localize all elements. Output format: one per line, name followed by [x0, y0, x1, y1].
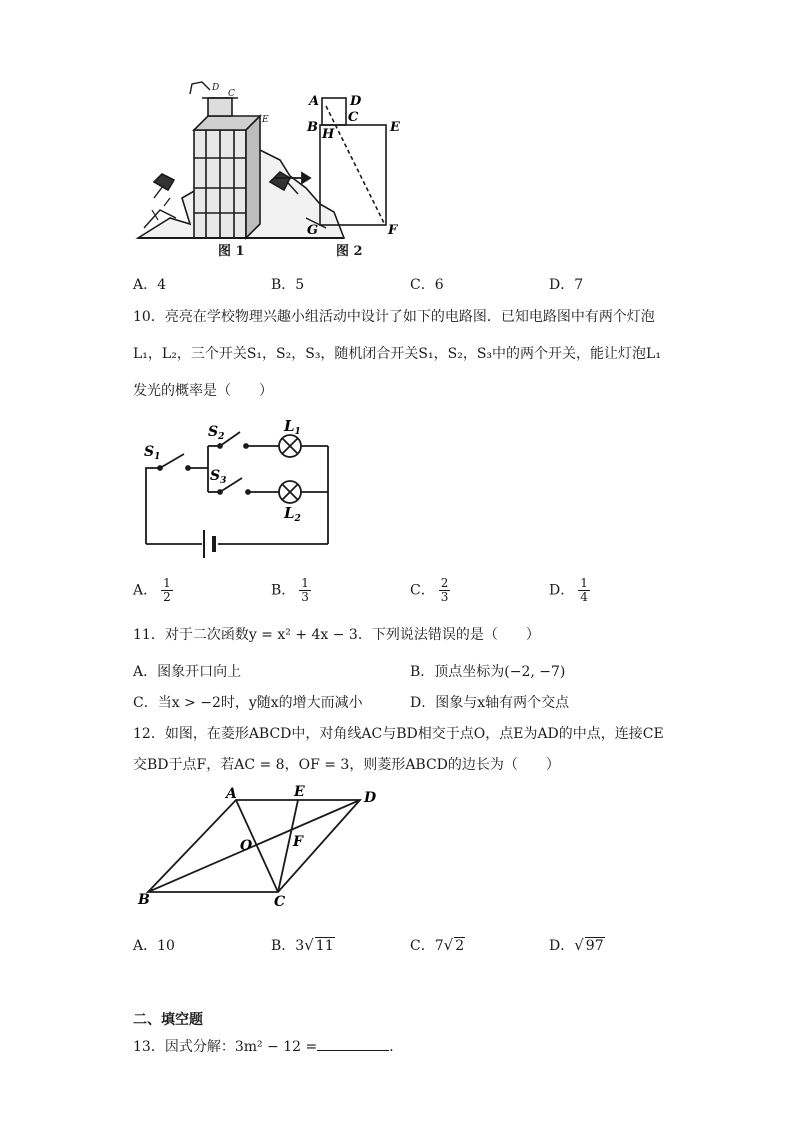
- q10-option-a-fraction: $\frac{1}{2}$: [163, 576, 171, 604]
- q12-option-b-coef: 3: [295, 938, 305, 954]
- sqrt-icon: √: [304, 936, 314, 954]
- q12-option-c-letter: C．: [410, 938, 435, 954]
- q9-fig2-caption: 图 2: [336, 244, 363, 259]
- q11-option-b: B．顶点坐标为(−2, −7): [410, 664, 566, 680]
- sqrt-icon: √: [443, 936, 454, 954]
- q12-option-d: [549, 935, 605, 955]
- svg-text:C: C: [228, 89, 235, 99]
- circuit-label-s3: $S_3$: [210, 468, 227, 486]
- sqrt-icon: √: [574, 936, 584, 954]
- q11-option-d: D．图象与x轴有两个交点: [410, 695, 570, 711]
- q13-answer-blank[interactable]: [317, 1038, 389, 1051]
- q10-option-b-letter: B．: [271, 582, 296, 599]
- q12-label-C: C: [274, 894, 286, 910]
- q9-label-A: A: [309, 94, 320, 109]
- svg-text:E: E: [262, 115, 269, 125]
- q12-label-O: O: [240, 838, 253, 854]
- q10-option-c-letter: C．: [410, 582, 435, 599]
- q9-option-b: B．5: [271, 277, 305, 293]
- q9-label-G: G: [307, 223, 319, 238]
- q12-option-d-radicand: 97: [585, 938, 604, 954]
- q12-option-c-coef: 7: [434, 938, 444, 954]
- q10-option-b: [271, 577, 311, 604]
- q12-label-F: F: [293, 834, 303, 850]
- q12-option-b-radicand: 11: [315, 938, 334, 954]
- q13-end: ．: [389, 1039, 404, 1055]
- circuit-label-l2: $L_2$: [284, 504, 301, 524]
- q10-option-d: [549, 577, 590, 604]
- q12-option-a-letter: A．: [133, 938, 158, 954]
- q11-stem: 11．对于二次函数y = x² + 4x − 3．下列说法错误的是（ ）: [133, 627, 540, 643]
- circuit-label-s2: $S_2$: [208, 424, 225, 442]
- q9-label-D: D: [350, 94, 362, 109]
- q9-label-B: B: [307, 120, 318, 135]
- q10-option-d-fraction: $\frac{1}{4}$: [580, 576, 588, 604]
- q9-option-a: A．4: [133, 277, 167, 293]
- q10-stem-line3: 发光的概率是（ ）: [133, 383, 273, 399]
- q10-option-b-fraction: $\frac{1}{3}$: [301, 576, 309, 604]
- q12-option-b: [271, 935, 335, 955]
- q10-stem-line2: L₁，L₂，三个开关S₁，S₂，S₃，随机闭合开关S₁，S₂，S₃中的两个开关，能让灯泡L₁: [133, 346, 661, 362]
- lamp-l2-icon: [279, 481, 301, 503]
- q10-stem-line1: 10．亮亮在学校物理兴趣小组活动中设计了如下的电路图．已知电路图中有两个灯泡: [133, 309, 655, 325]
- q12-label-B: B: [138, 892, 150, 908]
- q9-option-c: C．6: [410, 277, 444, 293]
- q11-option-a: A．图象开口向上: [133, 664, 242, 680]
- q12-rhombus-figure: [134, 782, 384, 910]
- q13-text: 13．因式分解：3m² − 12 =: [133, 1039, 318, 1055]
- q10-option-c: [410, 577, 450, 604]
- q12-label-E: E: [294, 784, 305, 800]
- q13-stem: [133, 1036, 403, 1056]
- battery-icon: [204, 530, 214, 558]
- svg-text:D: D: [212, 83, 220, 93]
- circuit-label-l1: $L_1$: [284, 418, 301, 437]
- q9-option-d: D．7: [549, 277, 584, 293]
- q10-option-c-fraction: $\frac{2}{3}$: [440, 576, 449, 604]
- q12-option-c-radicand: 2: [455, 938, 465, 954]
- circuit-label-s1: $S_1$: [144, 444, 161, 462]
- q9-label-F: F: [388, 223, 398, 238]
- lamp-l1-icon: [279, 435, 301, 457]
- q12-option-a: [133, 935, 175, 955]
- q12-label-A: A: [226, 786, 237, 802]
- q12-stem-line1: 12．如图，在菱形ABCD中，对角线AC与BD相交于点O，点E为AD的中点，连接CE: [133, 726, 664, 742]
- q10-option-a: [133, 577, 173, 604]
- q12-option-b-letter: B．: [271, 938, 296, 954]
- q9-label-C: C: [348, 110, 359, 125]
- q12-label-D: D: [364, 790, 377, 806]
- q9-label-E: E: [390, 120, 400, 135]
- q10-option-a-letter: A．: [133, 582, 158, 599]
- q10-option-d-letter: D．: [549, 582, 575, 599]
- q12-option-a-value: 10: [157, 938, 175, 954]
- q9-fig1-caption: 图 1: [218, 244, 245, 259]
- q12-option-c: [410, 935, 465, 955]
- q9-label-H: H: [322, 127, 335, 142]
- section-title-fill-in: 二、填空题: [133, 1012, 203, 1028]
- q11-option-c: C．当x > −2时，y随x的增大而减小: [133, 695, 363, 711]
- q12-stem-line2: 交BD于点F，若AC = 8，OF = 3，则菱形ABCD的边长为（ ）: [133, 757, 560, 773]
- q9-figure: [130, 78, 430, 260]
- q12-option-d-letter: D．: [549, 938, 575, 954]
- q10-circuit-diagram: [138, 418, 338, 564]
